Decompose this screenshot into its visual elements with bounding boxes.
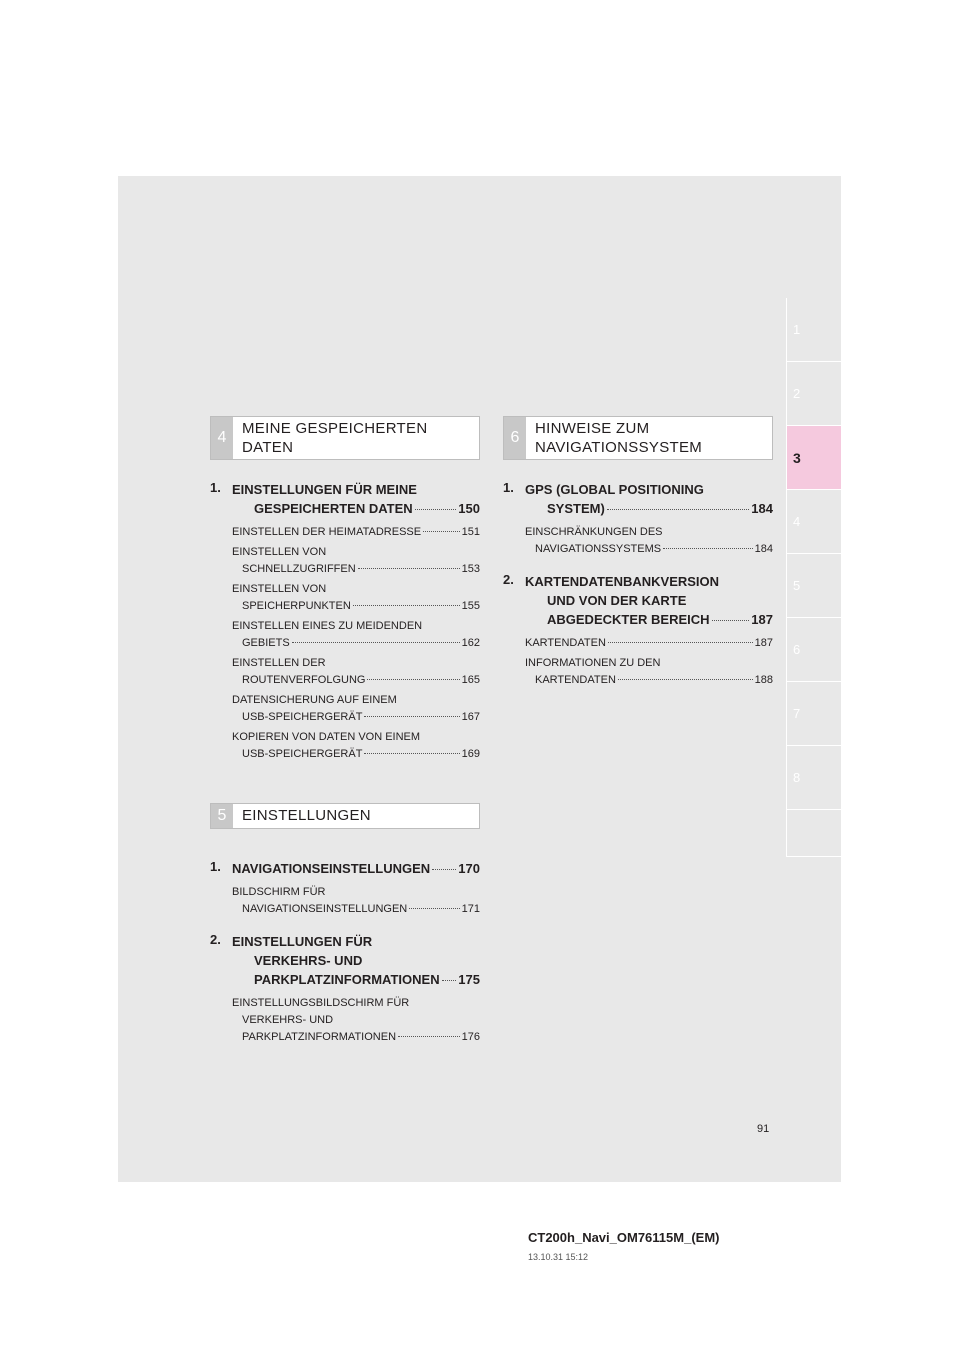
leader-dots (442, 980, 457, 981)
sub-entry-title: EINSTELLEN VON (232, 546, 327, 558)
entry-number: 2. (503, 572, 514, 587)
sub-entries (525, 635, 773, 689)
toc-sub-entry[interactable] (232, 729, 480, 763)
leader-dots (607, 509, 750, 510)
sub-entry-title: EINSTELLUNGSBILDSCHIRM FÜR (232, 997, 410, 1009)
section-title (242, 419, 427, 457)
leader-dots (415, 509, 457, 510)
section-title (242, 806, 371, 825)
leader-dots (712, 620, 750, 621)
leader-dots (409, 908, 459, 909)
sub-entry-title: BILDSCHIRM FÜR (232, 886, 326, 898)
sub-entry-title: EINSTELLEN VON (232, 583, 327, 595)
chapter-tab-label: 2 (793, 386, 801, 401)
sub-entries (232, 524, 480, 763)
leader-dots (292, 642, 460, 643)
toc-entry[interactable] (503, 572, 773, 629)
section-header-4 (210, 416, 480, 460)
toc-sub-entry[interactable] (232, 581, 480, 615)
chapter-tab-1[interactable] (786, 298, 841, 362)
sub-entry-title: EINSTELLEN DER HEIMATADRESSE (232, 526, 422, 538)
leader-dots (423, 531, 460, 532)
entry-title-line: EINSTELLUNGEN FÜR (232, 934, 373, 949)
sub-entry-title: EINSCHRÄNKUNGEN DES (525, 526, 663, 538)
entry-title-line: SYSTEM) (547, 501, 605, 516)
chapter-tab-7[interactable] (786, 682, 841, 746)
sub-entry-page: 165 (461, 674, 480, 686)
sub-entry-title: SCHNELLZUGRIFFEN (242, 563, 356, 575)
leader-dots (358, 568, 460, 569)
chapter-tab-4[interactable] (786, 490, 841, 554)
entry-number: 2. (210, 932, 221, 947)
leader-dots (618, 679, 753, 680)
chapter-tab-label: 4 (793, 514, 801, 529)
toc-sub-entry[interactable] (232, 544, 480, 578)
chapter-tab-label: 1 (793, 322, 801, 337)
sub-entry-title: GEBIETS (242, 637, 290, 649)
sub-entry-page: 153 (461, 563, 480, 575)
chapter-tab-label: 6 (793, 642, 801, 657)
section-title-line: EINSTELLUNGEN (242, 807, 371, 824)
sub-entry-page: 171 (461, 903, 480, 915)
toc-entry[interactable] (503, 480, 773, 518)
sub-entry-title: EINSTELLEN EINES ZU MEIDENDEN (232, 620, 423, 632)
sub-entry-page: 155 (461, 600, 480, 612)
entry-number: 1. (210, 859, 221, 874)
chapter-tab-label: 8 (793, 770, 801, 785)
toc-sub-entry[interactable] (232, 884, 480, 918)
sub-entry-title: KARTENDATEN (535, 674, 616, 686)
leader-dots (364, 716, 459, 717)
chapter-tab-5[interactable] (786, 554, 841, 618)
entry-title-line: KARTENDATENBANKVERSION (525, 574, 720, 589)
sub-entry-page: 187 (754, 637, 773, 649)
chapter-tab-label: 3 (793, 450, 801, 466)
section-title (535, 419, 702, 457)
sub-entry-page: 184 (754, 543, 773, 555)
sub-entry-title: SPEICHERPUNKTEN (242, 600, 351, 612)
section-title-line: NAVIGATIONSSYSTEM (535, 439, 703, 456)
sub-entry-title: USB-SPEICHERGERÄT (242, 748, 363, 760)
section-number: 4 (211, 417, 233, 459)
leader-dots (608, 642, 753, 643)
sub-entry-page: 151 (461, 526, 480, 538)
sub-entry-title: EINSTELLEN DER (232, 657, 326, 669)
entry-title-line: PARKPLATZINFORMATIONEN (254, 972, 440, 987)
sub-entries (232, 884, 480, 918)
footer-document-id: CT200h_Navi_OM76115M_(EM) (528, 1230, 720, 1245)
entry-title-line: UND VON DER KARTE (547, 593, 687, 608)
sub-entry-page: 167 (461, 711, 480, 723)
sub-entries (525, 524, 773, 558)
section-title-line: MEINE GESPEICHERTEN (242, 420, 428, 437)
sub-entry-title: PARKPLATZINFORMATIONEN (242, 1031, 397, 1043)
sub-entry-page: 162 (461, 637, 480, 649)
chapter-tab-label: 5 (793, 578, 801, 593)
sub-entries (232, 995, 480, 1046)
entry-title-line: NAVIGATIONSEINSTELLUNGEN (232, 861, 431, 876)
toc-sub-entry[interactable] (232, 995, 480, 1046)
spacer (210, 849, 480, 859)
leader-dots (432, 869, 456, 870)
section-number: 5 (211, 804, 233, 828)
leader-dots (663, 548, 753, 549)
toc-sub-entry[interactable] (232, 524, 480, 541)
chapter-tab-2[interactable] (786, 362, 841, 426)
chapter-tab-3[interactable] (786, 426, 841, 490)
page-number: 91 (757, 1123, 770, 1135)
toc-sub-entry[interactable] (525, 524, 773, 558)
entry-page: 150 (458, 501, 480, 516)
toc-sub-entry[interactable] (525, 655, 773, 689)
toc-sub-entry[interactable] (232, 655, 480, 689)
section-header-5 (210, 803, 480, 829)
section-header-6 (503, 416, 773, 460)
toc-entry[interactable] (210, 480, 480, 518)
leader-dots (364, 753, 459, 754)
chapter-tab-8[interactable] (786, 746, 841, 810)
entry-number: 1. (503, 480, 514, 495)
chapter-tab-6[interactable] (786, 618, 841, 682)
entry-title-line: EINSTELLUNGEN FÜR MEINE (232, 482, 417, 497)
sub-entry-page: 188 (754, 674, 773, 686)
sub-entry-title: DATENSICHERUNG AUF EINEM (232, 694, 397, 706)
sub-entry-page: 169 (461, 748, 480, 760)
entry-title-line: GPS (GLOBAL POSITIONING (525, 482, 704, 497)
entry-page: 175 (458, 972, 480, 987)
toc-sub-entry[interactable] (232, 618, 480, 652)
entry-number: 1. (210, 480, 221, 495)
sub-entry-title: NAVIGATIONSEINSTELLUNGEN (242, 903, 408, 915)
left-column (210, 416, 480, 1060)
sub-entry-page: 176 (461, 1031, 480, 1043)
footer-timestamp: 13.10.31 15:12 (528, 1252, 589, 1262)
toc-entry[interactable] (210, 932, 480, 989)
entry-title-line: ABGEDECKTER BEREICH (547, 612, 710, 627)
leader-dots (398, 1036, 460, 1037)
toc-entry[interactable] (210, 859, 480, 878)
toc-sub-entry[interactable] (525, 635, 773, 652)
leader-dots (367, 679, 459, 680)
right-column (503, 416, 773, 703)
entry-page: 184 (751, 501, 773, 516)
sub-entry-title: KARTENDATEN (525, 637, 606, 649)
sub-entry-title: ROUTENVERFOLGUNG (242, 674, 366, 686)
sub-entry-title: VERKEHRS- UND (242, 1014, 334, 1026)
sub-entry-title: USB-SPEICHERGERÄT (242, 711, 363, 723)
section-number: 6 (504, 417, 526, 459)
toc-sub-entry[interactable] (232, 692, 480, 726)
chapter-tab-empty (786, 810, 841, 857)
chapter-tab-label: 7 (793, 706, 801, 721)
spacer (210, 777, 480, 803)
entry-page: 170 (458, 861, 480, 876)
leader-dots (353, 605, 460, 606)
sub-entry-title: KOPIEREN VON DATEN VON EINEM (232, 731, 421, 743)
entry-title-line: GESPEICHERTEN DATEN (254, 501, 413, 516)
entry-title-line: VERKEHRS- UND (254, 953, 363, 968)
chapter-tabs (786, 298, 841, 857)
sub-entry-title: INFORMATIONEN ZU DEN (525, 657, 661, 669)
entry-page: 187 (751, 612, 773, 627)
section-title-line: HINWEISE ZUM (535, 420, 650, 437)
section-title-line: DATEN (242, 439, 294, 456)
sub-entry-title: NAVIGATIONSSYSTEMS (535, 543, 662, 555)
